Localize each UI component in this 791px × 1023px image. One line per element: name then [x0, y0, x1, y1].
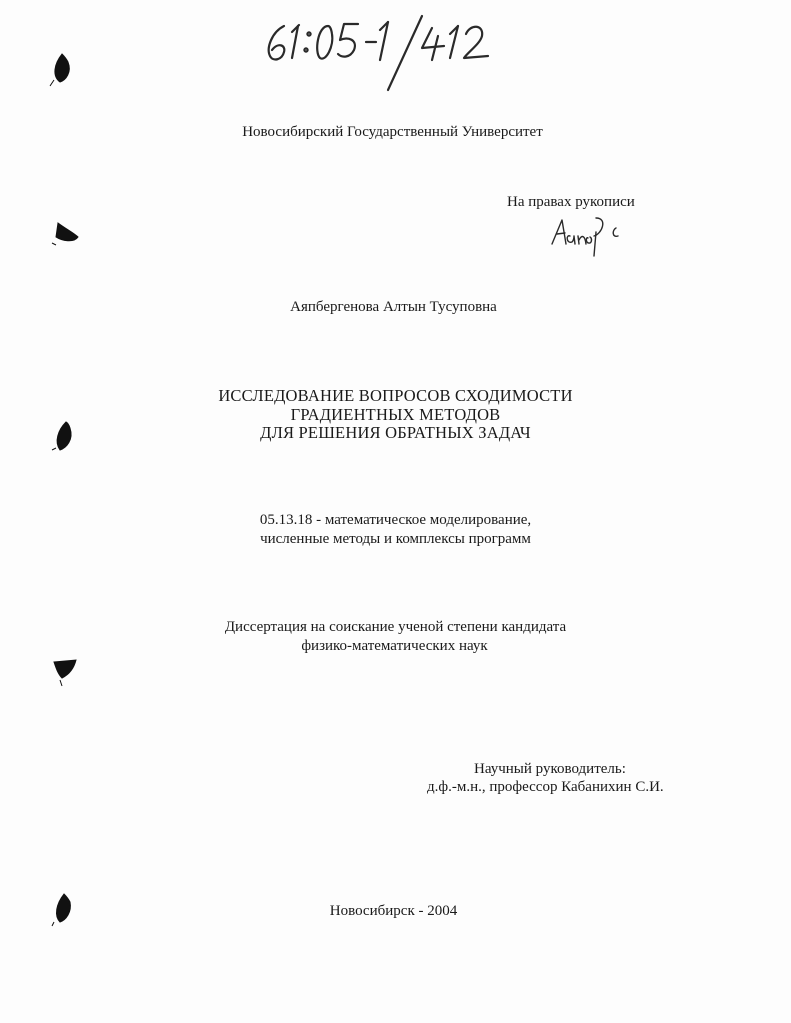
signature-handwriting	[548, 214, 628, 262]
punch-mark-1	[48, 50, 80, 90]
advisor-label: Научный руководитель:	[474, 761, 626, 777]
advisor-name: д.ф.-м.н., профессор Кабанихин С.И.	[427, 779, 664, 795]
degree-line-2: физико-математических наук	[301, 638, 488, 654]
city-year: Новосибирск - 2004	[329, 903, 458, 919]
author-name: Аяпбергенова Алтын Тусуповна	[290, 299, 497, 315]
dissertation-title-line-2: ГРАДИЕНТНЫХ МЕТОДОВ	[290, 405, 501, 424]
punch-mark-3	[48, 418, 80, 458]
dissertation-title-line-3: ДЛЯ РЕШЕНИЯ ОБРАТНЫХ ЗАДАЧ	[260, 423, 531, 442]
specialty-line-2: численные методы и комплексы программ	[260, 531, 531, 547]
archive-number-handwriting	[262, 12, 502, 92]
specialty-line-1: 05.13.18 - математическое моделирование,	[259, 512, 532, 528]
punch-mark-4	[48, 652, 80, 692]
degree-line-1: Диссертация на соискание ученой степени кандидата	[224, 619, 567, 635]
university-name: Новосибирский Государственный Университет	[242, 124, 543, 140]
punch-mark-2	[48, 215, 80, 255]
punch-mark-5	[48, 888, 80, 928]
manuscript-note: На правах рукописи	[507, 194, 635, 210]
dissertation-title-line-1: ИССЛЕДОВАНИЕ ВОПРОСОВ СХОДИМОСТИ	[218, 386, 573, 405]
